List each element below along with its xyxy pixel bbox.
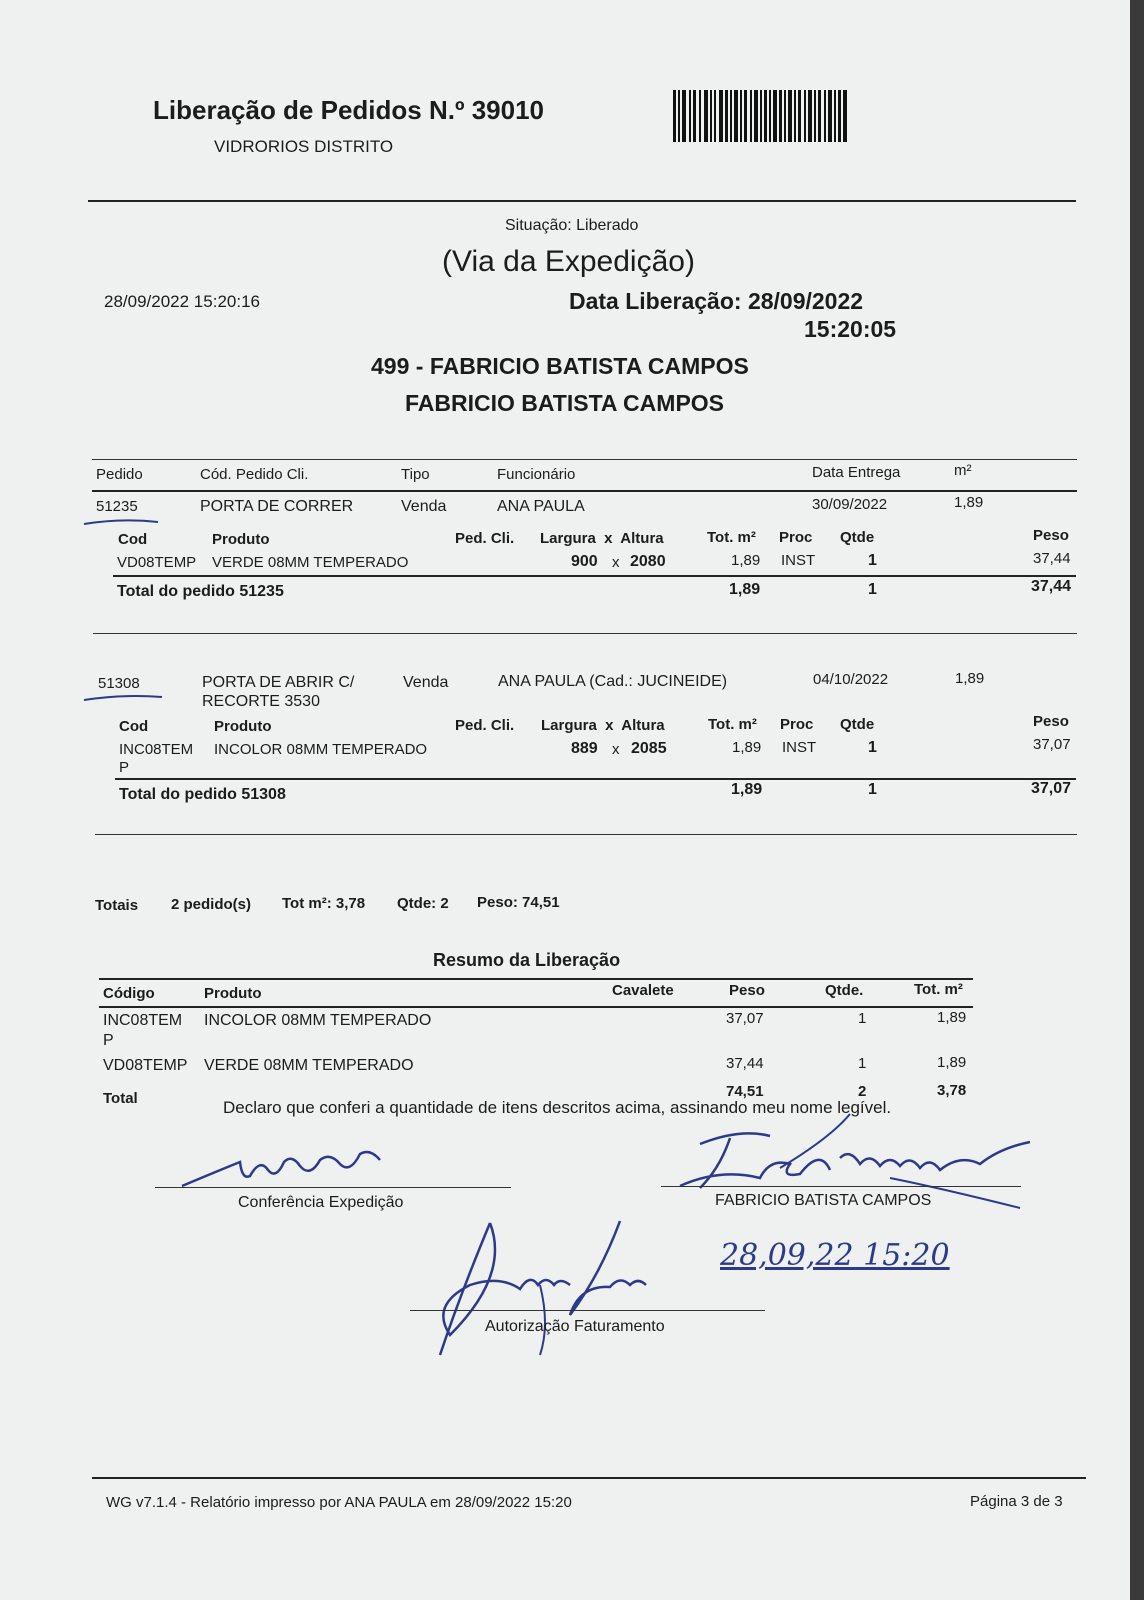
col-tipo: Tipo — [401, 466, 430, 483]
order-delivery-date: 04/10/2022 — [813, 671, 889, 688]
item-col-qtde: Qtde — [840, 529, 875, 546]
summary-col-tot-m2: Tot. m² — [914, 981, 963, 998]
totals-orders: 2 pedido(s) — [171, 896, 252, 913]
item-height: 2085 — [631, 740, 667, 757]
col-funcionario: Funcionário — [497, 466, 576, 483]
summary-row-qtde: 1 — [858, 1055, 867, 1072]
item-tot-m2: 1,89 — [732, 739, 762, 756]
totals-peso: Peso: 74,51 — [477, 894, 560, 911]
order-employee: ANA PAULA — [497, 498, 585, 515]
summary-row-peso: 37,44 — [726, 1055, 764, 1072]
order-m2: 1,89 — [955, 670, 985, 687]
item-qtde: 1 — [868, 552, 877, 569]
order-number: 51308 — [98, 675, 140, 692]
summary-title: Resumo da Liberação — [433, 950, 621, 970]
summary-row-code-cont: P — [103, 1032, 114, 1049]
footer-text: WG v7.1.4 - Relatório impresso por ANA PAULA em 28/09/2022 15:20 — [106, 1494, 572, 1511]
col-cod-cli: Cód. Pedido Cli. — [200, 466, 309, 483]
order-client-code-cont: RECORTE 3530 — [202, 693, 320, 710]
order-total-line — [113, 575, 1076, 577]
signature-label-conferencia: Conferência Expedição — [238, 1194, 404, 1211]
item-tot-m2: 1,89 — [731, 552, 761, 569]
client-name: FABRICIO BATISTA CAMPOS — [405, 390, 725, 416]
signature-faturamento — [420, 1215, 660, 1365]
summary-total-tot-m2: 3,78 — [937, 1082, 967, 1099]
item-code: VD08TEMP — [117, 554, 197, 571]
item-col-cod: Cod — [119, 718, 149, 735]
order-total-line — [115, 778, 1076, 780]
summary-row-code: INC08TEM — [103, 1012, 183, 1029]
summary-total-peso: 74,51 — [726, 1083, 764, 1100]
document-title: Liberação de Pedidos N.º 39010 — [153, 95, 544, 125]
item-col-peso: Peso — [1033, 527, 1069, 544]
item-width: 889 — [571, 740, 598, 757]
col-pedido: Pedido — [96, 466, 143, 483]
order-delivery-date: 30/09/2022 — [812, 496, 888, 513]
item-col-tot-m2: Tot. m² — [708, 716, 757, 733]
order-employee: ANA PAULA (Cad.: JUCINEIDE) — [498, 673, 728, 690]
item-col-tot-m2: Tot. m² — [707, 529, 756, 546]
item-product: INCOLOR 08MM TEMPERADO — [214, 741, 428, 758]
item-col-produto: Produto — [212, 531, 270, 548]
declaration-text: Declaro que conferi a quantidade de itens descritos acima, assinando meu nome legível. — [223, 1098, 892, 1117]
company-name: VIDRORIOS DISTRITO — [214, 137, 394, 156]
orders-top-line — [92, 459, 1077, 460]
situation-label: Situação: Liberado — [505, 217, 639, 234]
item-col-qtde: Qtde — [840, 716, 875, 733]
item-col-ped-cli: Ped. Cli. — [455, 530, 515, 547]
summary-total-qtde: 2 — [858, 1083, 867, 1100]
summary-col-qtde: Qtde. — [825, 982, 864, 999]
item-col-peso: Peso — [1033, 713, 1069, 730]
signature-conferencia — [180, 1140, 410, 1190]
order-end-line — [93, 633, 1077, 634]
totals-qtde: Qtde: 2 — [397, 895, 449, 912]
order-total-m2: 1,89 — [731, 781, 763, 798]
summary-col-cavalete: Cavalete — [612, 982, 674, 999]
summary-row-code: VD08TEMP — [103, 1057, 188, 1074]
item-qtde: 1 — [868, 739, 877, 756]
item-col-proc: Proc — [780, 716, 814, 733]
item-peso: 37,44 — [1033, 550, 1071, 567]
item-width: 900 — [571, 553, 598, 570]
pen-underline-mark — [82, 516, 162, 528]
summary-row-peso: 37,07 — [726, 1010, 764, 1027]
footer-line — [92, 1477, 1086, 1479]
pen-underline-mark — [82, 692, 166, 704]
order-total-peso: 37,07 — [1031, 780, 1072, 797]
summary-row-tot-m2: 1,89 — [937, 1009, 967, 1026]
orders-header-line — [92, 490, 1077, 492]
item-height: 2080 — [630, 553, 666, 570]
summary-row-product: INCOLOR 08MM TEMPERADO — [204, 1012, 432, 1029]
signature-line-conferencia — [155, 1187, 511, 1188]
col-m2: m² — [954, 462, 972, 479]
item-peso: 37,07 — [1033, 736, 1071, 753]
order-total-m2: 1,89 — [729, 581, 761, 598]
order-total-qtde: 1 — [868, 581, 877, 598]
item-code-cont: P — [119, 759, 130, 776]
release-time: 15:20:05 — [804, 316, 897, 342]
header-divider — [88, 200, 1076, 202]
release-date: Data Liberação: 28/09/2022 — [569, 288, 864, 314]
barcode-icon — [673, 90, 848, 142]
col-data-entrega: Data Entrega — [812, 464, 901, 481]
order-number: 51235 — [96, 498, 138, 515]
order-client-code: PORTA DE CORRER — [200, 498, 354, 515]
summary-header-line — [99, 1006, 973, 1008]
summary-col-produto: Produto — [204, 985, 262, 1002]
order-total-qtde: 1 — [868, 781, 877, 798]
page-number: Página 3 de 3 — [970, 1493, 1063, 1510]
item-col-proc: Proc — [779, 529, 813, 546]
order-m2: 1,89 — [954, 494, 984, 511]
item-x: x — [612, 741, 620, 758]
totals-label: Totais — [95, 897, 139, 914]
print-datetime: 28/09/2022 15:20:16 — [104, 292, 260, 311]
order-total-peso: 37,44 — [1031, 578, 1072, 595]
summary-row-tot-m2: 1,89 — [937, 1054, 967, 1071]
signature-label-faturamento: Autorização Faturamento — [485, 1318, 665, 1335]
signature-label-cliente: FABRICIO BATISTA CAMPOS — [715, 1192, 932, 1209]
order-total-label: Total do pedido 51235 — [117, 583, 284, 600]
item-col-produto: Produto — [214, 718, 272, 735]
item-product: VERDE 08MM TEMPERADO — [212, 554, 409, 571]
item-col-cod: Cod — [118, 531, 148, 548]
order-end-line — [95, 834, 1077, 835]
item-col-largura-altura: Largura x Altura — [541, 717, 665, 734]
summary-row-qtde: 1 — [858, 1010, 867, 1027]
item-proc: INST — [781, 552, 816, 569]
order-type: Venda — [401, 498, 447, 515]
client-name-code: 499 - FABRICIO BATISTA CAMPOS — [371, 353, 749, 379]
handwritten-date: 28,09,22 15:20 — [720, 1238, 950, 1273]
via-label: (Via da Expedição) — [442, 245, 695, 278]
item-col-ped-cli: Ped. Cli. — [455, 717, 515, 734]
totals-m2: Tot m²: 3,78 — [282, 895, 366, 912]
order-type: Venda — [403, 674, 449, 691]
item-col-largura-altura: Largura x Altura — [540, 530, 664, 547]
summary-row-product: VERDE 08MM TEMPERADO — [204, 1057, 414, 1074]
item-x: x — [612, 554, 620, 571]
signature-line-faturamento — [410, 1310, 765, 1311]
signature-line-cliente — [661, 1186, 1021, 1187]
item-proc: INST — [782, 739, 817, 756]
summary-col-codigo: Código — [103, 985, 155, 1002]
summary-top-line — [99, 978, 973, 980]
item-code: INC08TEM — [119, 741, 194, 758]
summary-total-label: Total — [103, 1090, 138, 1107]
order-total-label: Total do pedido 51308 — [119, 786, 286, 803]
summary-col-peso: Peso — [729, 982, 765, 999]
order-client-code: PORTA DE ABRIR C/ — [202, 674, 355, 691]
